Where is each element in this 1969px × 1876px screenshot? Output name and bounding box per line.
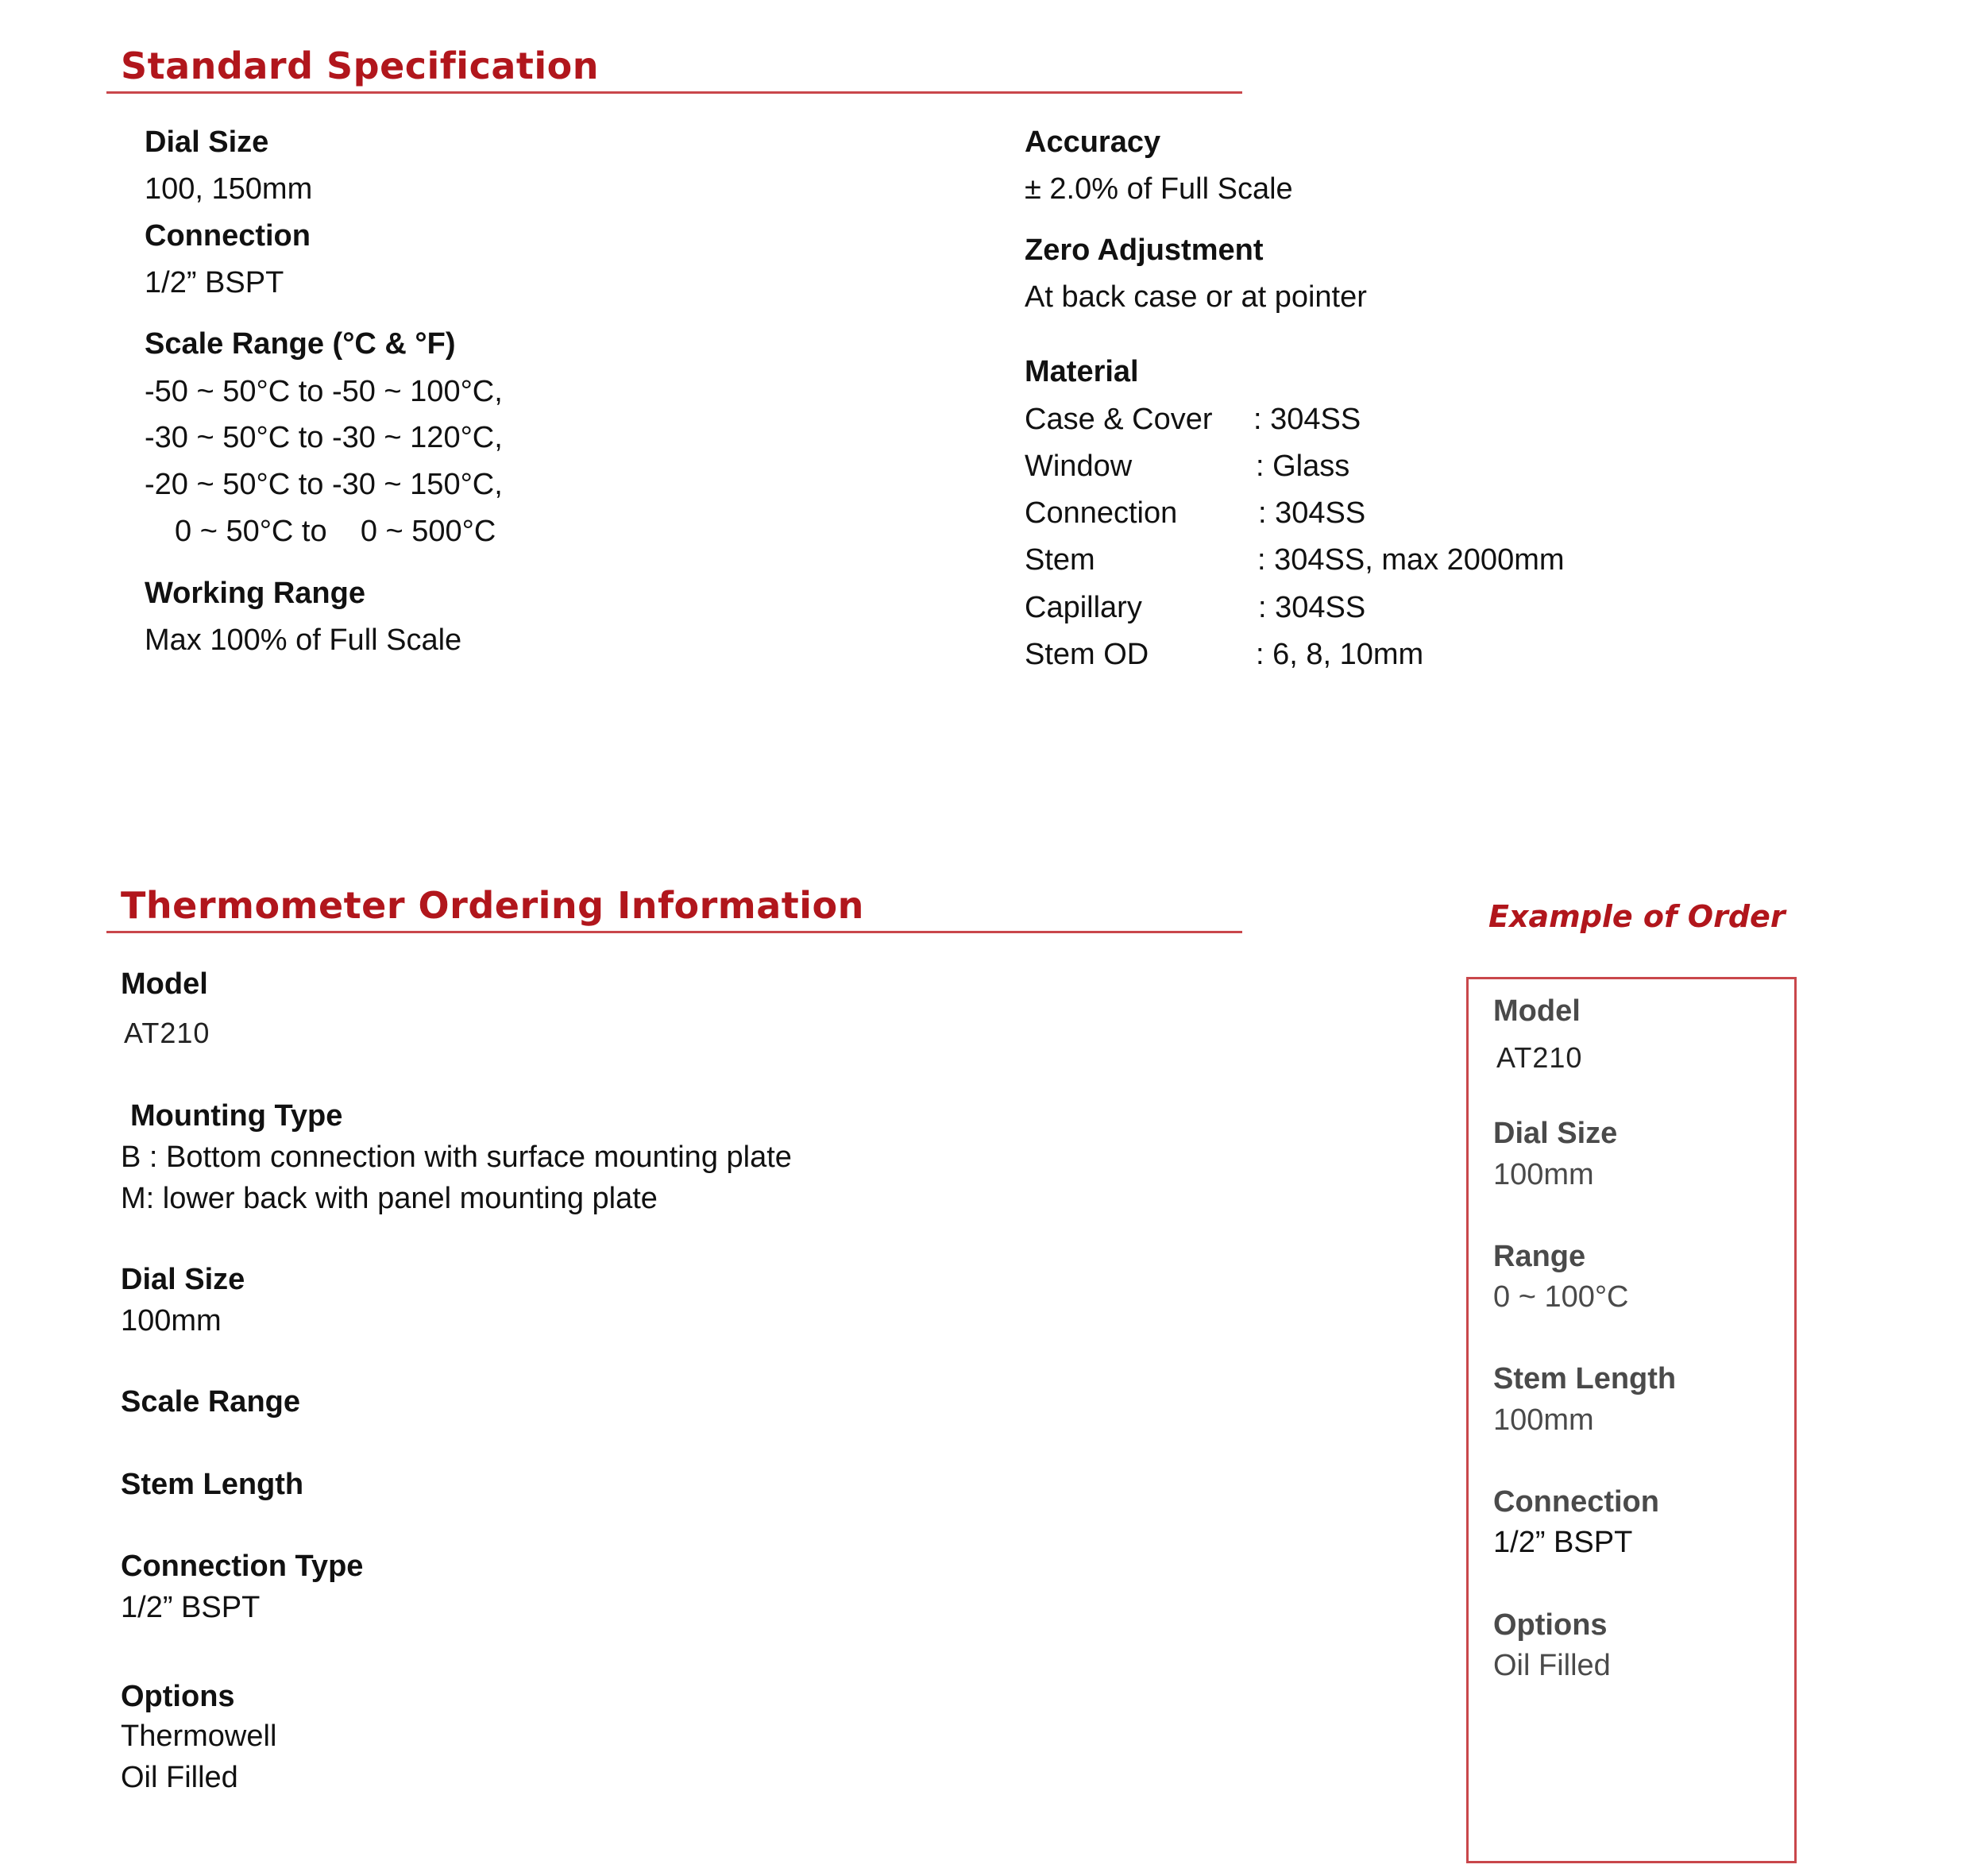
material-row-value: : 304SS, max 2000mm: [1257, 543, 1565, 577]
example-range-value: 0 ~ 100°C: [1493, 1280, 1629, 1314]
material-row-name: Connection: [1025, 496, 1178, 530]
material-row-name: Window: [1025, 450, 1133, 483]
ordering-options-label: Options: [121, 1680, 235, 1713]
accuracy-value: ± 2.0% of Full Scale: [1025, 172, 1293, 206]
mounting-type-line: M: lower back with panel mounting plate: [121, 1182, 658, 1215]
connection-type-value: 1/2” BSPT: [121, 1591, 261, 1624]
connection-value: 1/2” BSPT: [145, 266, 284, 299]
ordering-dial-size-label: Dial Size: [121, 1263, 245, 1296]
scale-range-line: -20 ~ 50°C to -30 ~ 150°C,: [145, 468, 503, 501]
example-dial-size-label: Dial Size: [1493, 1117, 1618, 1150]
standard-spec-rule: [106, 91, 1242, 94]
ordering-options-line: Thermowell: [121, 1720, 277, 1753]
ordering-stem-length-label: Stem Length: [121, 1468, 304, 1501]
example-model-label: Model: [1493, 994, 1581, 1028]
example-options-label: Options: [1493, 1608, 1608, 1642]
zero-adjustment-value: At back case or at pointer: [1025, 280, 1367, 314]
dial-size-label: Dial Size: [145, 125, 269, 159]
example-model-value: AT210: [1496, 1041, 1583, 1074]
ordering-scale-range-label: Scale Range: [121, 1385, 300, 1419]
material-row-name: Stem OD: [1025, 638, 1149, 671]
material-row-value: : 6, 8, 10mm: [1256, 638, 1424, 671]
example-title: Example of Order: [1488, 899, 1786, 934]
model-label: Model: [121, 967, 208, 1001]
example-stem-length-value: 100mm: [1493, 1403, 1594, 1437]
material-label: Material: [1025, 355, 1139, 388]
model-value: AT210: [124, 1017, 210, 1049]
example-dial-size-value: 100mm: [1493, 1158, 1594, 1191]
example-range-label: Range: [1493, 1240, 1586, 1273]
material-row-name: Capillary: [1025, 591, 1142, 624]
scale-range-line: 0 ~ 50°C to 0 ~ 500°C: [175, 515, 496, 548]
scale-range-line: -50 ~ 50°C to -50 ~ 100°C,: [145, 375, 503, 408]
working-range-value: Max 100% of Full Scale: [145, 623, 462, 657]
standard-spec-title: Standard Specification: [121, 44, 599, 87]
connection-label: Connection: [145, 219, 311, 253]
accuracy-label: Accuracy: [1025, 125, 1161, 159]
scale-range-label: Scale Range (°C & °F): [145, 327, 456, 361]
ordering-options-line: Oil Filled: [121, 1761, 238, 1794]
mounting-type-label: Mounting Type: [130, 1099, 343, 1133]
ordering-rule: [106, 931, 1242, 933]
dial-size-value: 100, 150mm: [145, 172, 313, 206]
example-options-value: Oil Filled: [1493, 1649, 1611, 1682]
example-connection-value: 1/2” BSPT: [1493, 1526, 1633, 1559]
working-range-label: Working Range: [145, 577, 365, 610]
example-connection-label: Connection: [1493, 1485, 1659, 1519]
zero-adjustment-label: Zero Adjustment: [1025, 234, 1264, 267]
material-row-value: : Glass: [1256, 450, 1350, 483]
material-row-name: Case & Cover: [1025, 403, 1213, 436]
material-row-name: Stem: [1025, 543, 1095, 577]
material-row-value: : 304SS: [1258, 496, 1366, 530]
connection-type-label: Connection Type: [121, 1550, 364, 1583]
scale-range-line: -30 ~ 50°C to -30 ~ 120°C,: [145, 421, 503, 454]
material-row-value: : 304SS: [1253, 403, 1361, 436]
ordering-dial-size-value: 100mm: [121, 1304, 222, 1338]
material-row-value: : 304SS: [1258, 591, 1366, 624]
mounting-type-line: B : Bottom connection with surface mounting plate: [121, 1141, 792, 1174]
ordering-title: Thermometer Ordering Information: [121, 884, 864, 927]
example-stem-length-label: Stem Length: [1493, 1362, 1677, 1395]
